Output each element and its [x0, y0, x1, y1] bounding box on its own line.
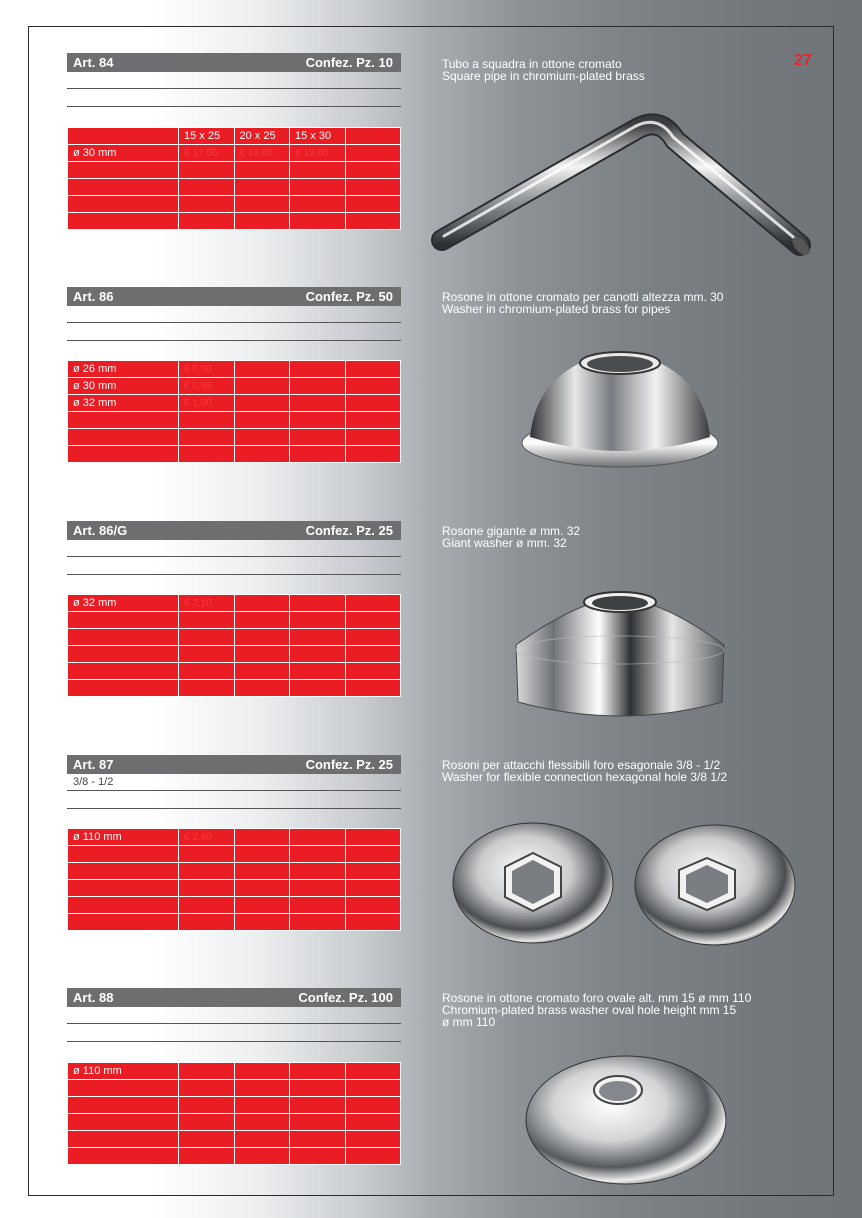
price-cell: € 19,00: [290, 145, 346, 162]
table-row: [68, 612, 401, 629]
table-cell: [179, 612, 235, 629]
table-cell: [68, 629, 179, 646]
table-cell: [290, 162, 346, 179]
table-cell: [290, 429, 346, 446]
table-cell: [234, 179, 290, 196]
table-cell: [345, 213, 401, 230]
description-english: Chromium-plated brass washer oval hole height mm 15: [442, 1003, 737, 1017]
article-subtitle: [67, 1007, 401, 1024]
table-cell: [179, 412, 235, 429]
product-description: [442, 992, 751, 1028]
section-art-86g: [67, 521, 401, 575]
table-cell: [290, 361, 346, 378]
table-row: [68, 646, 401, 663]
table-row: [68, 429, 401, 446]
table-row: [68, 1131, 401, 1148]
table-cell: ø 110 mm: [68, 829, 179, 846]
table-cell: [234, 914, 290, 931]
table-cell: [345, 395, 401, 412]
table-cell: [68, 1080, 179, 1097]
table-cell: [290, 612, 346, 629]
table-cell: [68, 213, 179, 230]
table-cell: [345, 646, 401, 663]
article-code: Art. 88: [73, 990, 114, 1005]
table-cell: [234, 196, 290, 213]
table-cell: [179, 446, 235, 463]
table-cell: [68, 612, 179, 629]
hex-washer-right: [635, 825, 795, 945]
table-cell: [68, 880, 179, 897]
table-cell: [345, 378, 401, 395]
article-header: [67, 53, 401, 72]
divider-line: [67, 323, 401, 341]
table-cell: ø 30 mm: [68, 145, 179, 162]
table-row: [68, 196, 401, 213]
table-cell: [345, 446, 401, 463]
price-cell: € 18,00: [234, 145, 290, 162]
table-cell: [290, 196, 346, 213]
price-table-art-86g: [67, 594, 401, 697]
description-english: Giant washer ø mm. 32: [442, 536, 567, 550]
table-cell: [179, 179, 235, 196]
table-cell: [345, 863, 401, 880]
price-table-art-88: [67, 1062, 401, 1165]
table-cell: [290, 680, 346, 697]
table-cell: [179, 1097, 235, 1114]
table-row: [68, 1114, 401, 1131]
description-italian: Rosoni per attacchi flessibili foro esagonale 3/8 - 1/2: [442, 758, 721, 772]
article-header: [67, 521, 401, 540]
package-quantity: Confez. Pz. 10: [305, 55, 393, 70]
description-english: Washer for flexible connection hexagonal hole 3/8 1/2: [442, 770, 728, 784]
table-cell: ø 26 mm: [68, 361, 179, 378]
table-cell: [68, 897, 179, 914]
table-cell: [290, 412, 346, 429]
table-cell: [345, 162, 401, 179]
table-cell: [68, 914, 179, 931]
table-cell: [179, 629, 235, 646]
table-cell: [179, 880, 235, 897]
table-cell: [345, 880, 401, 897]
table-cell: [68, 863, 179, 880]
table-cell: [234, 429, 290, 446]
package-quantity: Confez. Pz. 25: [305, 757, 393, 772]
table-cell: [345, 1148, 401, 1165]
table-cell: [290, 629, 346, 646]
table-row: [68, 1148, 401, 1165]
table-cell: [179, 846, 235, 863]
table-cell: [179, 196, 235, 213]
table-row: [68, 629, 401, 646]
table-cell: [234, 1131, 290, 1148]
table-cell: [68, 1097, 179, 1114]
description-italian: Tubo a squadra in ottone cromato: [442, 57, 622, 71]
table-cell: [345, 128, 401, 145]
table-cell: [345, 829, 401, 846]
table-cell: [345, 1080, 401, 1097]
table-cell: [290, 863, 346, 880]
table-cell: [179, 680, 235, 697]
table-cell: [179, 1063, 235, 1080]
table-cell: [179, 213, 235, 230]
table-row: [68, 179, 401, 196]
table-cell: [345, 846, 401, 863]
table-cell: [234, 1097, 290, 1114]
price-cell: € 17,50: [179, 145, 235, 162]
table-cell: [345, 914, 401, 931]
article-code: Art. 87: [73, 757, 114, 772]
price-table-art-84: [67, 127, 401, 230]
table-cell: [179, 162, 235, 179]
article-header: [67, 755, 401, 774]
table-cell: [68, 128, 179, 145]
table-cell: [68, 1131, 179, 1148]
divider-line: [67, 89, 401, 107]
article-subtitle: [67, 306, 401, 323]
table-cell: [234, 663, 290, 680]
table-cell: [68, 1148, 179, 1165]
table-header-cell: 15 x 25: [179, 128, 235, 145]
article-header: [67, 287, 401, 306]
article-subtitle: [67, 72, 401, 89]
table-cell: [290, 846, 346, 863]
table-cell: ø 32 mm: [68, 395, 179, 412]
table-cell: [345, 196, 401, 213]
table-cell: [234, 829, 290, 846]
table-cell: [234, 446, 290, 463]
table-row: [68, 145, 401, 162]
price-cell: € 0,90: [179, 361, 235, 378]
table-cell: [179, 1080, 235, 1097]
article-subtitle: 3/8 - 1/2: [67, 774, 401, 791]
table-cell: [234, 1148, 290, 1165]
table-cell: [234, 595, 290, 612]
table-cell: [345, 1114, 401, 1131]
table-cell: [234, 612, 290, 629]
table-cell: [234, 412, 290, 429]
table-row: [68, 412, 401, 429]
table-cell: [68, 846, 179, 863]
page-number: 27: [794, 52, 812, 69]
table-cell: [68, 196, 179, 213]
table-cell: [234, 361, 290, 378]
table-row: [68, 1097, 401, 1114]
table-cell: [290, 1097, 346, 1114]
section-art-84: [67, 53, 401, 107]
table-cell: [234, 846, 290, 863]
price-cell: € 2,80: [179, 829, 235, 846]
price-table-art-87: [67, 828, 401, 931]
table-cell: [345, 629, 401, 646]
table-cell: [345, 429, 401, 446]
table-header-cell: 15 x 30: [290, 128, 346, 145]
oval-hole-washer-image: [522, 1048, 730, 1188]
table-row: [68, 1063, 401, 1080]
hex-washer-left: [453, 823, 613, 943]
washer-image: [515, 345, 725, 475]
table-row: [68, 846, 401, 863]
table-row: [68, 446, 401, 463]
table-cell: [234, 162, 290, 179]
description-english: Square pipe in chromium-plated brass: [442, 69, 645, 83]
product-description: [442, 58, 645, 82]
product-description: [442, 525, 580, 549]
table-cell: [179, 914, 235, 931]
divider-line: [67, 557, 401, 575]
price-cell: € 2,10: [179, 595, 235, 612]
table-row: [68, 361, 401, 378]
product-description: [442, 759, 727, 783]
table-cell: [345, 145, 401, 162]
article-subtitle: [67, 540, 401, 557]
table-cell: [234, 1063, 290, 1080]
table-cell: [290, 378, 346, 395]
table-cell: [345, 595, 401, 612]
table-row: [68, 880, 401, 897]
divider-line: [67, 1024, 401, 1042]
table-header-cell: 20 x 25: [234, 128, 290, 145]
package-quantity: Confez. Pz. 25: [305, 523, 393, 538]
square-pipe-image: [430, 105, 820, 265]
table-cell: [345, 680, 401, 697]
table-cell: [345, 1097, 401, 1114]
table-cell: [234, 395, 290, 412]
table-row: [68, 378, 401, 395]
price-cell: € 1,00: [179, 395, 235, 412]
description-italian: Rosone in ottone cromato per canotti altezza mm. 30: [442, 290, 724, 304]
table-cell: [234, 863, 290, 880]
description-italian: Rosone in ottone cromato foro ovale alt. mm 15 ø mm 110: [442, 991, 752, 1005]
table-row: [68, 595, 401, 612]
table-cell: [290, 179, 346, 196]
table-row: [68, 897, 401, 914]
table-cell: [179, 1114, 235, 1131]
table-cell: [290, 1148, 346, 1165]
table-cell: [234, 1080, 290, 1097]
table-cell: [290, 595, 346, 612]
table-cell: [179, 897, 235, 914]
table-cell: [290, 446, 346, 463]
table-cell: [290, 1114, 346, 1131]
table-cell: [345, 412, 401, 429]
table-row: [68, 1080, 401, 1097]
article-code: Art. 86: [73, 289, 114, 304]
table-cell: [234, 629, 290, 646]
table-row: [68, 162, 401, 179]
table-row: [68, 680, 401, 697]
package-quantity: Confez. Pz. 50: [305, 289, 393, 304]
table-cell: [234, 880, 290, 897]
table-cell: [290, 1063, 346, 1080]
table-cell: [290, 1080, 346, 1097]
product-description: [442, 291, 723, 315]
table-cell: [290, 829, 346, 846]
description-italian: Rosone gigante ø mm. 32: [442, 524, 581, 538]
table-cell: [290, 213, 346, 230]
giant-washer-image: [508, 590, 732, 730]
divider-line: [67, 791, 401, 809]
table-row: [68, 914, 401, 931]
table-cell: [179, 863, 235, 880]
table-cell: [345, 1131, 401, 1148]
table-cell: [68, 162, 179, 179]
table-cell: [179, 646, 235, 663]
section-art-87: [67, 755, 401, 809]
table-cell: [345, 361, 401, 378]
table-cell: [234, 378, 290, 395]
price-cell: € 0,95: [179, 378, 235, 395]
table-row: [68, 829, 401, 846]
table-cell: [234, 1114, 290, 1131]
table-row: [68, 863, 401, 880]
table-cell: ø 30 mm: [68, 378, 179, 395]
table-cell: [290, 646, 346, 663]
section-art-86: [67, 287, 401, 341]
table-cell: [179, 1148, 235, 1165]
table-row: [68, 395, 401, 412]
table-cell: ø 110 mm: [68, 1063, 179, 1080]
table-cell: [179, 1131, 235, 1148]
hex-washers-image: [450, 820, 800, 950]
table-cell: [68, 646, 179, 663]
article-header: [67, 988, 401, 1007]
table-cell: [345, 612, 401, 629]
table-cell: [179, 663, 235, 680]
table-cell: [290, 663, 346, 680]
table-row: [68, 213, 401, 230]
article-code: Art. 84: [73, 55, 114, 70]
section-art-88: [67, 988, 401, 1042]
table-cell: [234, 897, 290, 914]
table-cell: [179, 429, 235, 446]
table-cell: [68, 1114, 179, 1131]
description-english: Washer in chromium-plated brass for pipes: [442, 302, 671, 316]
table-cell: [290, 1131, 346, 1148]
table-cell: [290, 897, 346, 914]
table-cell: [345, 663, 401, 680]
table-cell: [290, 395, 346, 412]
table-cell: [68, 412, 179, 429]
table-cell: [68, 179, 179, 196]
table-cell: [234, 680, 290, 697]
table-cell: [345, 1063, 401, 1080]
description-english-cont: ø mm 110: [442, 1015, 496, 1029]
package-quantity: Confez. Pz. 100: [298, 990, 393, 1005]
table-cell: [290, 880, 346, 897]
table-cell: [345, 897, 401, 914]
table-row: [68, 663, 401, 680]
table-cell: [234, 213, 290, 230]
table-cell: [345, 179, 401, 196]
price-table-art-86: [67, 360, 401, 463]
table-cell: [68, 663, 179, 680]
table-header-row: [68, 128, 401, 145]
table-cell: [68, 446, 179, 463]
table-cell: [68, 429, 179, 446]
table-cell: [290, 914, 346, 931]
article-code: Art. 86/G: [73, 523, 128, 538]
table-cell: [234, 646, 290, 663]
table-cell: [68, 680, 179, 697]
table-cell: ø 32 mm: [68, 595, 179, 612]
